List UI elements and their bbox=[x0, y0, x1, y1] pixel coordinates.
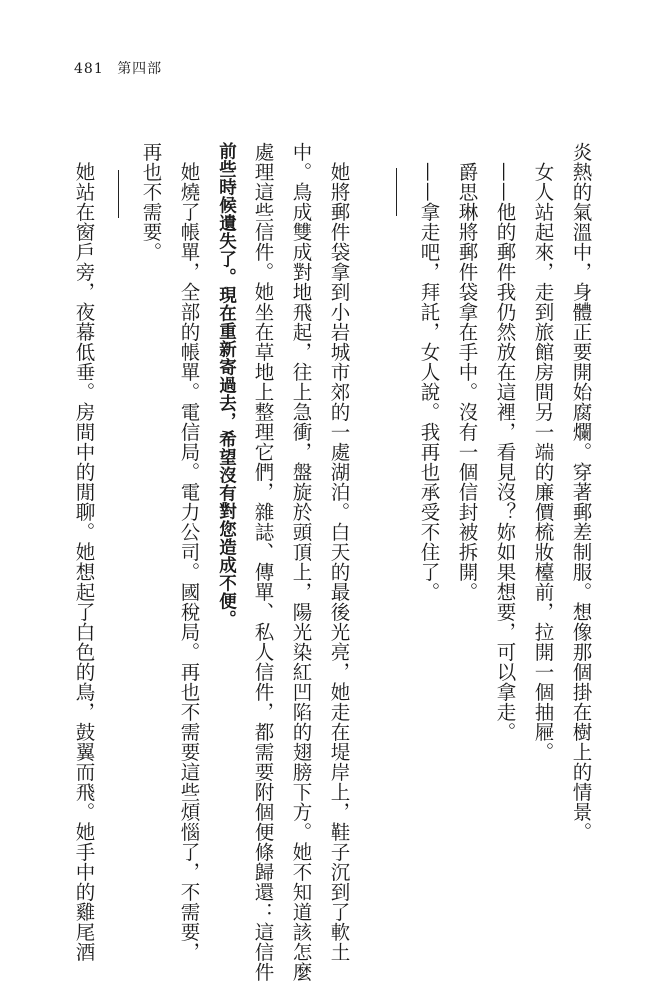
text-column-7: 中。鳥成雙成對地飛起，往上急衝，盤旋於頭頂上，陽光染紅凹陷的翅膀下方。她不知道該怎麼 bbox=[289, 142, 313, 982]
text-column-11: 再也不需要。 bbox=[139, 142, 163, 262]
text-column-8: 處理這些信件。她坐在草地上整理它們，雜誌、傳單、私人信件，都需要附個便條歸還：這信件 bbox=[251, 142, 275, 982]
section-title: 第四部 bbox=[117, 61, 163, 77]
text-column-12: 她站在窗戶旁，夜幕低垂。房間中的閒聊。她想起了白色的鳥，鼓翼而飛。她手中的雞尾酒 bbox=[72, 162, 96, 962]
text-column-1: 炎熱的氣溫中，身體正要開始腐爛。穿著郵差制服。想像那個掛在樹上的情景。 bbox=[569, 142, 593, 842]
page-header bbox=[74, 58, 162, 78]
text-column-10: 她燒了帳單，全部的帳單。電信局。電力公司。國稅局。再也不需要這些煩惱了，不需要， bbox=[177, 162, 201, 962]
section-divider bbox=[118, 170, 119, 218]
text-column-2: 女人站起來，走到旅館房間另一端的廉價梳妝檯前，拉開一個抽屜。 bbox=[531, 162, 555, 762]
text-column-9: 前些時候遺失了。現在重新寄過去，希望沒有對您造成不便。 bbox=[216, 142, 237, 628]
text-column-4: 爵思琳將郵件袋拿在手中。沒有一個信封被拆開。 bbox=[455, 162, 479, 602]
section-divider bbox=[396, 168, 397, 216]
page-number: 481 bbox=[74, 61, 104, 77]
text-column-5: ——拿走吧，拜託，女人說。我再也承受不住了。 bbox=[417, 162, 441, 602]
text-column-6: 她將郵件袋拿到小岩城市郊的一處湖泊。白天的最後光亮，她走在堤岸上，鞋子沉到了軟土 bbox=[327, 162, 351, 962]
text-column-3: ——他的郵件我仍然放在這裡，看見沒？妳如果想要，可以拿走。 bbox=[493, 162, 517, 742]
